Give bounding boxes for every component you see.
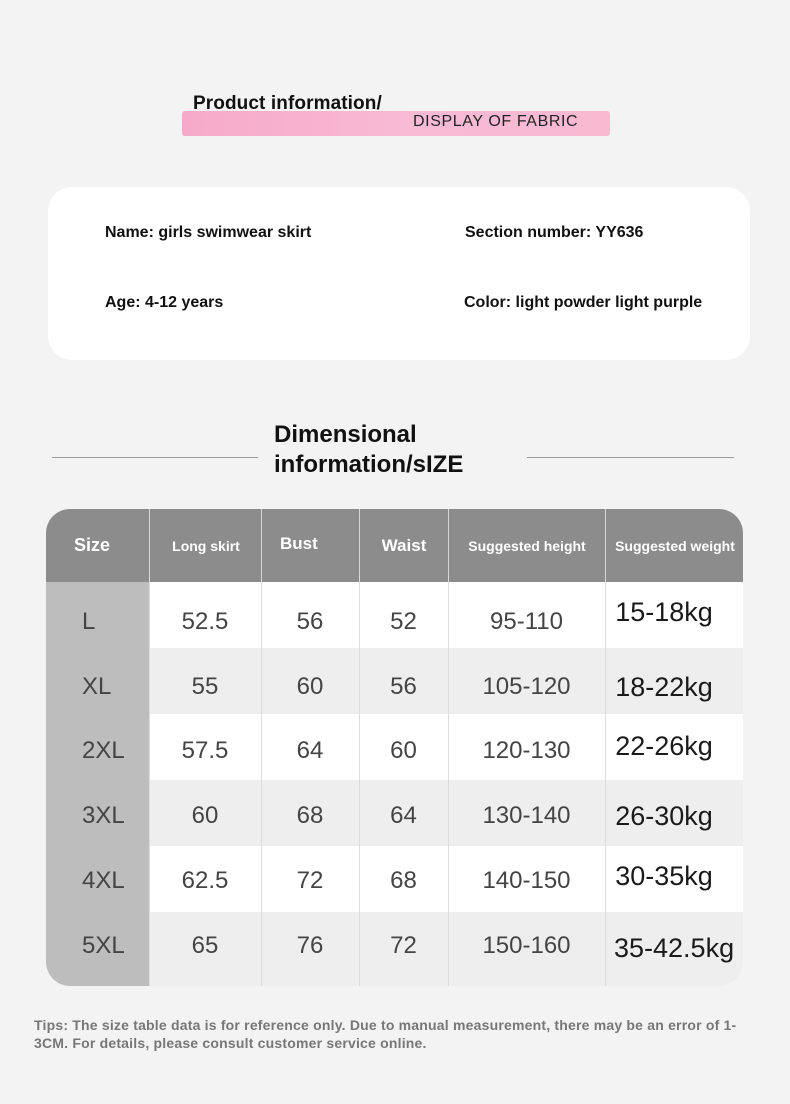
- fabric-subtitle: DISPLAY OF FABRIC: [413, 113, 579, 130]
- weight-cell: 18-22kg: [615, 671, 713, 702]
- product-info-card: [48, 187, 750, 360]
- section-number: Section number: YY636: [465, 224, 644, 241]
- long-skirt-cell: 65: [191, 932, 219, 959]
- long-skirt-cell: 57.5: [181, 737, 229, 764]
- weight-cell: 22-26kg: [615, 730, 713, 761]
- bust-cell: 64: [296, 737, 324, 764]
- bust-cell: 76: [296, 932, 324, 959]
- header-size: Size: [74, 535, 111, 555]
- header-suggested-weight: Suggested weight: [605, 509, 743, 582]
- weight-cell: 30-35kg: [615, 860, 713, 891]
- table-header-row: [46, 509, 743, 582]
- size-cell: 5XL: [82, 932, 125, 959]
- long-skirt-cell: 60: [191, 802, 219, 829]
- product-color: Color: light powder light purple: [464, 294, 703, 311]
- product-info-title: Product information/: [193, 93, 382, 114]
- waist-cell: 52: [390, 608, 417, 635]
- weight-cell: 26-30kg: [615, 800, 713, 831]
- long-skirt-cell: 52.5: [181, 608, 229, 635]
- waist-cell: 60: [390, 737, 417, 764]
- size-cell: 2XL: [82, 737, 125, 764]
- header-bust: Bust: [261, 509, 358, 582]
- size-section-title-line2: information/sIZE: [274, 451, 464, 478]
- size-tips-note: Tips: The size table data is for reference only. Due to manual measurement, there may be an error of 1-3CM. For details, please consult customer service online.: [34, 1017, 737, 1051]
- bust-cell: 60: [296, 673, 324, 700]
- height-cell: 130-140: [482, 802, 571, 829]
- size-section-title: [274, 420, 524, 480]
- size-cell: 4XL: [82, 867, 125, 894]
- size-cell: XL: [82, 673, 112, 700]
- header-suggested-height: Suggested height: [448, 509, 605, 582]
- height-cell: 150-160: [482, 932, 571, 959]
- size-cell: 3XL: [82, 802, 125, 829]
- long-skirt-cell: 55: [191, 673, 219, 700]
- divider-left: [52, 457, 258, 458]
- weight-cell: 15-18kg: [615, 596, 713, 627]
- header-waist: Waist: [359, 509, 448, 586]
- bust-cell: 68: [296, 802, 324, 829]
- waist-cell: 72: [390, 932, 417, 959]
- size-cell: L: [82, 608, 96, 635]
- divider-right: [527, 457, 734, 458]
- height-cell: 120-130: [482, 737, 571, 764]
- height-cell: 105-120: [482, 673, 571, 700]
- weight-cell: 35-42.5kg: [614, 932, 735, 963]
- waist-cell: 56: [390, 673, 417, 700]
- height-cell: 95-110: [490, 608, 563, 635]
- size-table: [46, 509, 743, 986]
- header-long-skirt: Long skirt: [149, 509, 262, 582]
- waist-cell: 68: [390, 867, 417, 894]
- long-skirt-cell: 62.5: [181, 867, 229, 894]
- waist-cell: 64: [390, 802, 417, 829]
- size-section-title-line1: Dimensional: [274, 421, 417, 448]
- age-range: Age: 4-12 years: [105, 294, 224, 311]
- height-cell: 140-150: [482, 867, 571, 894]
- bust-cell: 72: [296, 867, 324, 894]
- product-name: Name: girls swimwear skirt: [105, 224, 312, 241]
- bust-cell: 56: [296, 608, 324, 635]
